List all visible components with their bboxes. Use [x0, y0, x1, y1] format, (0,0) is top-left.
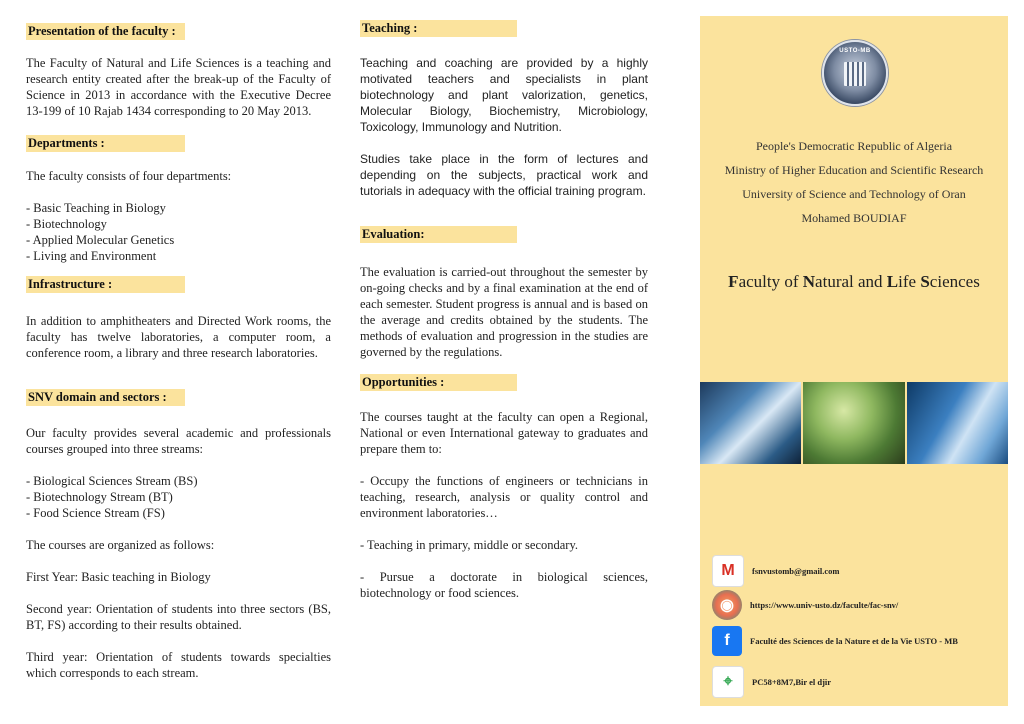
section-heading-presentation: Presentation of the faculty :: [26, 23, 185, 40]
lab-microscope-photo: [700, 382, 801, 464]
contact-facebook[interactable]: [712, 626, 958, 656]
seal-label: USTO-MB: [839, 48, 871, 54]
plant-seedling-photo: [803, 382, 904, 464]
contact-website-text[interactable]: https://www.univ-usto.dz/faculte/fac-snv/: [750, 600, 899, 610]
photo-strip: [700, 382, 1008, 464]
institution-line-ministry: Ministry of Higher Education and Scientific Research: [724, 163, 984, 177]
section-heading-departments: Departments :: [26, 135, 185, 152]
institution-line-name: Mohamed BOUDIAF: [801, 211, 907, 225]
contact-location-text[interactable]: PC58+8M7,Bir el djir: [752, 677, 832, 687]
contact-location[interactable]: [712, 667, 831, 697]
institution-line-university: University of Science and Technology of Oran: [742, 187, 966, 201]
section-body-snv: Our faculty provides several academic and professionals courses grouped into three streams: - Biological Sciences Stream (BS) - Biotechnology Stream (BT) - Food Science Stream (FS) The courses are organized as follows: First Year: Basic teaching in Biology Second year: Orientation of students into three sectors (BS, BT, FS) according to their results obtained. Third year: Orientation of students towards specialties which corresponds to each stream.: [26, 426, 331, 680]
section-heading-opportunities: Opportunities :: [360, 374, 517, 391]
building-icon: [844, 62, 866, 86]
section-body-departments: The faculty consists of four departments: - Basic Teaching in Biology - Biotechnology - Applied Molecular Genetics - Living and Environment: [26, 169, 232, 263]
faculty-title: Faculty of Natural and Life Sciences: [728, 272, 980, 291]
section-body-presentation: The Faculty of Natural and Life Sciences is a teaching and research entity created after the break-up of the Faculty of Science in 2013 in accordance with the Executive Decree 13-199 of 10 Rajab 1434 corresponding to 20 May 2013.: [26, 56, 331, 118]
cover-panel: [700, 16, 1008, 706]
section-body-infrastructure: In addition to amphitheaters and Directed Work rooms, the faculty has twelve laboratories, a computer room, a conference room, a library and three research laboratories.: [26, 314, 331, 360]
university-seal-logo: [822, 40, 888, 106]
section-heading-evaluation: Evaluation:: [360, 226, 517, 243]
section-heading-teaching: Teaching :: [360, 20, 517, 37]
section-body-evaluation: The evaluation is carried-out throughout the semester by on-going checks and by a final examination at the end of each semester. Student progress is annual and is based on the average and credits obtained by the students. The methods of evaluation and progression in the studies are governed by the regulations.: [360, 265, 648, 359]
contact-email[interactable]: [712, 556, 839, 586]
website-icon: ◉: [712, 590, 742, 620]
section-heading-snv: SNV domain and sectors :: [26, 389, 185, 406]
contact-email-text[interactable]: fsnvustomb@gmail.com: [752, 566, 840, 576]
contact-facebook-text[interactable]: Faculté des Sciences de la Nature et de la Vie USTO - MB: [750, 636, 958, 646]
gmail-icon: M: [712, 555, 744, 587]
section-body-opportunities: The courses taught at the faculty can open a Regional, National or even International gateway to graduates and prepare them to: - Occupy the functions of engineers or technicians in teaching, research, analysis or quality control and environment laboratories… - Teaching in primary, middle or secondary. - Pursue a doctorate in biological sciences, biotechnology or food sciences.: [360, 410, 648, 600]
location-icon: ⌖: [712, 666, 744, 698]
institution-line-country: People's Democratic Republic of Algeria: [755, 139, 953, 153]
section-body-teaching: Teaching and coaching are provided by a highly motivated teachers and specialists in plant biotechnology and plant valorization, genetics, Molecular Biology, Biochemistry, Microbiology, Toxicology, Immunology and Nutrition. Studies take place in the form of lectures and depending on the subjects, practical work and tutorials in adequacy with the official training program.: [360, 56, 648, 198]
contact-website[interactable]: [712, 590, 898, 620]
dna-research-photo: [907, 382, 1008, 464]
facebook-icon: f: [712, 626, 742, 656]
section-heading-infrastructure: Infrastructure :: [26, 276, 185, 293]
